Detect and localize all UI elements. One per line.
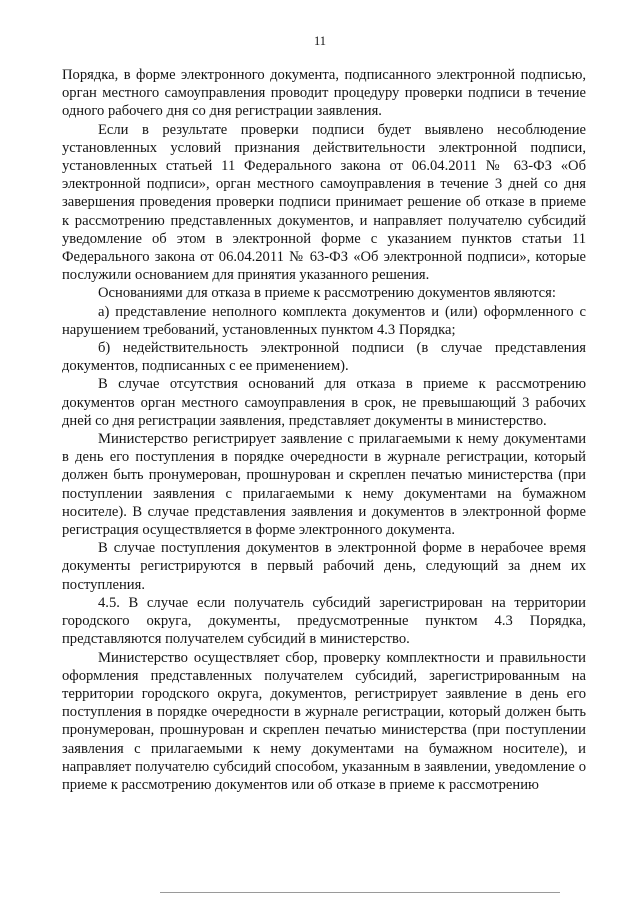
footer-rule [160,892,560,893]
paragraph-nonworking-time: В случае поступления документов в электронной форме в нерабочее время документы регистрируются в первый рабочий день, следующий за днем их поступления. [62,540,586,593]
paragraph-item-b: б) недействительность электронной подписи (в случае представления документов, подписанных с ее применением). [62,340,586,375]
paragraph-signature-check: Если в результате проверки подписи будет выявлено несоблюдение установленных условий признания действительности электронной подписи, установленных статьей 11 Федерального закона от 06.04.2011 № 63-ФЗ «Об электронной подписи», орган местного самоуправления в течение 3 дней со дня завершения проведения проверки подписи принимает решение об отказе в приеме к рассмотрению представленных документов, и направляет получателю субсидий уведомление об этом в электронной форме с указанием пунктов статьи 11 Федерального закона от 06.04.2011 № 63-ФЗ «Об электронной подписи», которые послужили основанием для принятия указанного решения. [62,121,586,284]
paragraph-no-grounds: В случае отсутствия оснований для отказа в приеме к рассмотрению документов орган местного самоуправления в срок, не превышающий 3 рабочих дней со дня регистрации заявления, представляет документы в министерство. [62,376,586,429]
paragraph-item-a: а) представление неполного комплекта документов и (или) оформленного с нарушением требований, установленных пунктом 4.3 Порядка; [62,303,586,338]
page-number: 11 [313,34,327,48]
paragraph-refusal-grounds: Основаниями для отказа в приеме к рассмотрению документов являются: [98,285,556,302]
paragraph-4-5: 4.5. В случае если получатель субсидий зарегистрирован на территории городского округа, документы, предусмотренные пунктом 4.3 Порядка, представляются получателем субсидий в министерство. [62,594,586,648]
paragraph-ministry-registers: Министерство регистрирует заявление с прилагаемыми к нему документами в день его поступления в порядке очередности в журнале регистрации, который должен быть пронумерован, прошнурован и скреплен печатью министерства (при поступлении заявления с прилагаемыми к нему документами на бумажном носителе). В случае представления заявления и документов в электронной форме регистрация осуществляется в форме электронного документа. [62,431,586,539]
paragraph-continuation: Порядка, в форме электронного документа, подписанного электронной подписью, орган местного самоуправления проводит процедуру проверки подписи в течение одного рабочего дня со дня регистрации заявления. [62,67,586,120]
document-body [62,66,586,794]
paragraph-ministry-collects: Министерство осуществляет сбор, проверку комплектности и правильности оформления представленных получателем субсидий, зарегистрированным на территории городского округа, документов, регистрирует заявление в день его поступления в порядке очередности в журнале регистрации, который должен быть пронумерован, прошнурован и скреплен печатью министерства (при поступлении заявления с прилагаемыми к нему документами на бумажном носителе), и направляет получателю субсидий способом, указанным в заявлении, уведомление о приеме к рассмотрению документов или об отказе в приеме к рассмотрению [62,649,586,793]
